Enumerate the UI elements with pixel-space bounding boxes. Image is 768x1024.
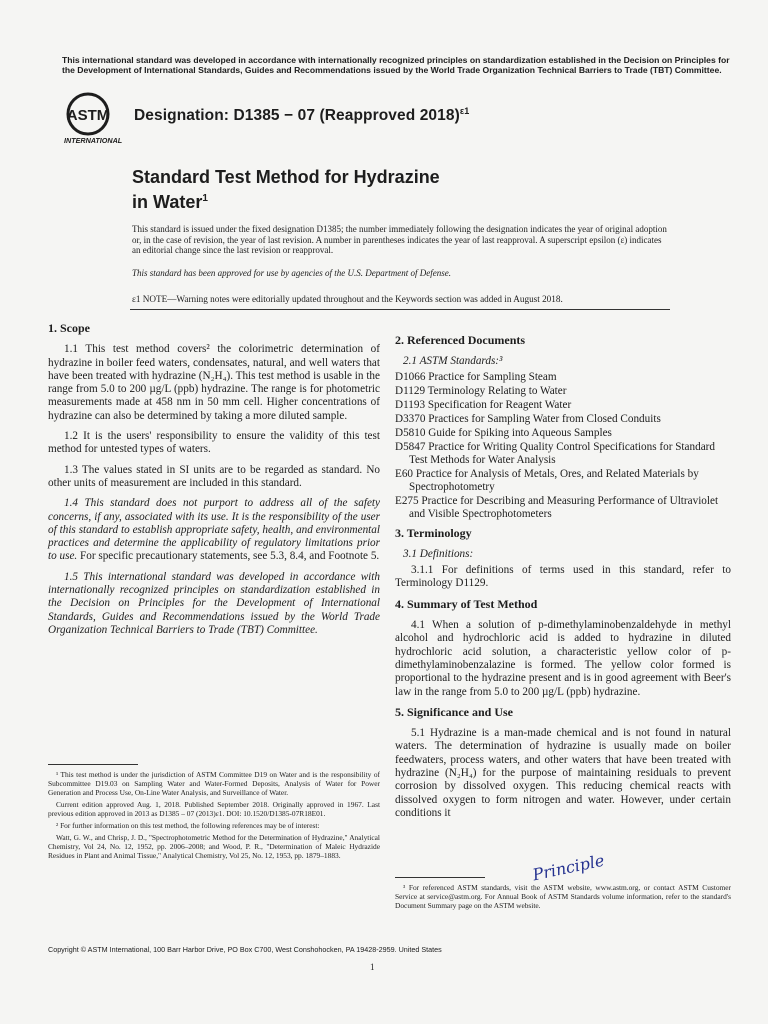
designation <box>134 106 469 125</box>
logo-sub: INTERNATIONAL <box>64 136 123 145</box>
title-footnote-mark: 1 <box>202 193 208 204</box>
reference-item: D1193 Specification for Reagent Water <box>395 398 572 411</box>
scope-1-1: 1.1 This test method covers² the colorimetric determination of hydrazine in boiler feed waters, condensates, natural, and well waters that have been treated with hydrazine (N₂H₄). This test method is usable in the range from 5.0 to 200 µg/L (ppb) hydrazine. The range is for photometric measurements made at 458 nm in 50 mm cell. Higher concentrations of hydrazine can also be determined by taking a more diluted sample. <box>48 343 380 422</box>
handwritten-annotation: Principle <box>530 850 606 885</box>
right-column <box>395 334 731 827</box>
footnotes <box>48 770 380 863</box>
terminology-heading: 3. Terminology <box>395 525 472 540</box>
scope-1-3: 1.3 The values stated in SI units are to be regarded as standard. No other units of measurement are included in this standard. <box>48 463 380 489</box>
intro-note: This international standard was developed in accordance with internationally recognized principles on standardization established in the Decision on Principles for the Development of International Standards, Guides and Recommendations issued by the World Trade Organization Technical Barriers to Trade (TBT) Committee. <box>62 55 730 75</box>
references-heading: 2. Referenced Documents <box>395 333 526 347</box>
safety-statement: 1.4 This standard does not purport to address all of the safety concerns, if any, associated with its use. It is the responsibility of the user of this standard to establish appropriate safety, health, and environmental practices and determine the applicability of regulatory limitations prior to use. <box>48 497 380 563</box>
footnote-2-refs: Watt, G. W., and Chrisp, J. D., "Spectrophotometric Method for the Determination of Hydrazine," Analytical Chemistry, Vol 24, No. 12, 1952, pp. 2006–2008; and Wood, P. R., "Determination of Maleic Hydrazide Residues in Plant and Animal Tissue," Analytical Chemistry, Vol 25, No. 12, 1953, pp. 1879–1883. <box>48 833 380 860</box>
reference-item: E60 Practice for Analysis of Metals, Ores, and Related Materials by Spectrophotometry <box>395 467 699 493</box>
footnote-3: ³ For referenced ASTM standards, visit the ASTM website, www.astm.org, or contact ASTM Customer Service at service@astm.org. For Annual Book of ASTM Standards volume information, refer to the standard's Document Summary page on the ASTM website. <box>395 883 731 910</box>
copyright: Copyright © ASTM International, 100 Barr Harbor Drive, PO Box C700, West Conshohocken, PA 19428-2959. United States <box>48 945 442 954</box>
significance-5-1: 5.1 Hydrazine is a man-made chemical and is not found in natural waters. The determination of hydrazine is usually made on boiler feedwaters, process waters, and other waters that have been treated with hydrazine (N₂H₄) for the purpose of maintaining residuals to prevent corrosion by dissolved oxygen. This reducing chemical reacts with dissolved oxygen to form nitrogen and water. However, under certain conditions it <box>395 727 731 819</box>
summary-heading: 4. Summary of Test Method <box>395 596 538 611</box>
left-column <box>48 322 380 644</box>
scope-1-2: 1.2 It is the users' responsibility to ensure the validity of this test method for untested types of waters. <box>48 430 380 456</box>
scope-1-4 <box>48 497 380 563</box>
terminology-3-1-1: 3.1.1 For definitions of terms used in this standard, refer to Terminology D1129. <box>395 564 731 590</box>
scope-1-5: 1.5 This international standard was developed in accordance with internationally recognized principles on standardization established in the Decision on Principles for the Development of International Standards, Guides and Recommendations issued by the World Trade Organization Technical Barriers to Trade (TBT) Committee. <box>48 570 380 636</box>
astm-logo <box>62 92 130 146</box>
designation-text: Designation: D1385 − 07 (Reapproved 2018) <box>134 107 460 125</box>
footnote-rule <box>48 764 138 765</box>
page-number: 1 <box>370 962 375 972</box>
footnote-1: ¹ This test method is under the jurisdiction of ASTM Committee D19 on Water and is the responsibility of Subcommittee D19.03 on Sampling Water and Water-Formed Deposits, Analysis of Water for Power Generation and Process Use, On-Line Water Analysis, and Surveillance of Water. <box>48 770 380 797</box>
issue-note: This standard is issued under the fixed designation D1385; the number immediately following the designation indicates the year of original adoption or, in the case of revision, the year of last revision. A number in parentheses indicates the year of last reapproval. A superscript epsilon (ε) indicates an editorial change since the last revision or reapproval. <box>132 224 667 255</box>
logo-text: ASTM <box>66 107 110 124</box>
significance-heading: 5. Significance and Use <box>395 704 514 719</box>
definitions-label: 3.1 Definitions: <box>403 547 474 560</box>
summary-4-1: 4.1 When a solution of p-dimethylaminobenzaldehyde in methyl alcohol and hydrochloric acid is added to hydrazine in diluted hydrochloric acid solution, a characteristic yellow color of p-dimethylaminobenzalazine is formed. The yellow color formed is proportional to the hydrazine present and is in good agreement with Beer's law in the range from 5.0 to 200 µg/L (ppb) hydrazine. <box>395 619 731 698</box>
reference-item: D3370 Practices for Sampling Water from Closed Conduits <box>395 412 661 425</box>
divider <box>130 309 670 310</box>
designation-epsilon: ε1 <box>459 106 470 116</box>
reference-list <box>395 371 731 521</box>
editorial-note: ε1 NOTE—Warning notes were editorially updated throughout and the Keywords section was added in August 2018. <box>132 294 563 304</box>
reference-item: D1066 Practice for Sampling Steam <box>395 370 557 383</box>
reference-item: D5847 Practice for Writing Quality Control Specifications for Standard Test Methods for Water Analysis <box>395 440 715 466</box>
reference-item: D1129 Terminology Relating to Water <box>395 384 567 397</box>
title-text: Standard Test Method for Hydrazine in Water <box>132 167 440 212</box>
reference-item: E275 Practice for Describing and Measuring Performance of Ultraviolet and Visible Spectrophotometers <box>395 494 719 520</box>
footnote-1-edition: Current edition approved Aug. 1, 2018. Published September 2018. Originally approved in 1967. Last previous edition approved in 2013 as D1385 – 07 (2013)ε1. DOI: 10.1520/D1385-07R18E01. <box>48 800 380 818</box>
approved-note: This standard has been approved for use by agencies of the U.S. Department of Defense. <box>132 268 452 278</box>
reference-item: D5810 Guide for Spiking into Aqueous Samples <box>395 426 612 439</box>
astm-standards-label: 2.1 ASTM Standards:³ <box>403 355 503 368</box>
page-title <box>132 167 452 213</box>
precaution-ref: For specific precautionary statements, see 5.3, 8.4, and Footnote 5. <box>77 550 380 563</box>
footnote-rule-right <box>395 877 485 878</box>
scope-heading: 1. Scope <box>48 321 90 335</box>
footnote-2: ² For further information on this test method, the following references may be of interest: <box>56 821 320 830</box>
